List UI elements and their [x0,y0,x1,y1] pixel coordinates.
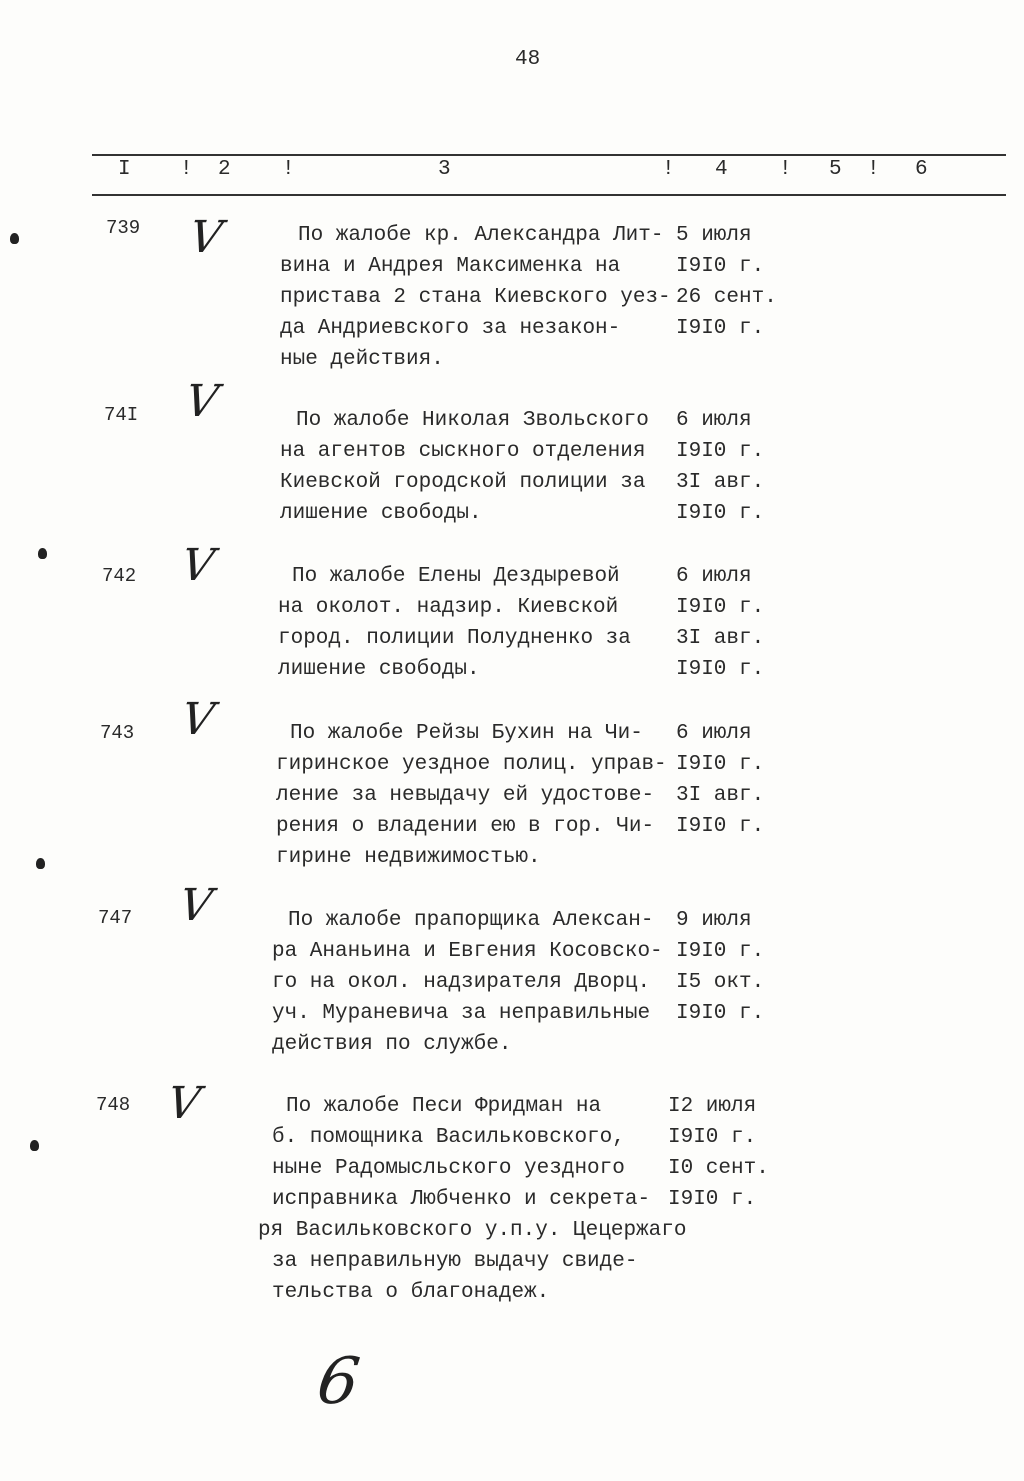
entry-date-line: I9I0 г. [676,502,765,525]
entry-description-line: По жалобе Елены Дездыревой [292,565,620,588]
entry-date-line: I5 окт. [676,971,765,994]
entry-number: 743 [100,722,135,744]
check-mark: V [176,880,216,931]
entry-description-line: ныне Радомысльского уездного [272,1157,625,1180]
entry-date-line: I9I0 г. [676,815,765,838]
entry-date-line: 5 июля [676,224,752,247]
entry-description-line: По жалобе прапорщика Алексан- [288,909,654,932]
entry-description-line: ра Ананьина и Евгения Косовско- [272,940,663,963]
check-mark: V [164,1078,204,1129]
entry-description-line: гиринское уездное полиц. управ- [276,753,667,776]
entry-description-line: город. полиции Полудненко за [278,627,631,650]
entry-description-line: По жалобе Песи Фридман на [286,1095,602,1118]
entry-description-line: ление за невыдачу ей удостове- [276,784,655,807]
entry-date-line: 3I авг. [676,784,765,807]
entry-date-line: I9I0 г. [676,255,765,278]
entry-description-line: уч. Мураневича за неправильные [272,1002,651,1025]
entry-date-line: 9 июля [676,909,752,932]
entry-description-line: на околот. надзир. Киевской [278,596,619,619]
binding-hole-mark [30,1140,39,1151]
entry-date-line: I9I0 г. [676,596,765,619]
entry-number: 748 [96,1094,131,1116]
entry-description-line: исправника Любченко и секрета- [272,1188,651,1211]
entry-description-line: на агентов сыскного отделения [280,440,646,463]
entry-description-line: б. помощника Васильковского, [272,1126,625,1149]
entry-date-line: I9I0 г. [668,1188,757,1211]
entry-number: 747 [98,907,133,929]
column-header-6: 6 [915,158,928,181]
entry-description-line: действия по службе. [272,1033,512,1056]
entry-date-line: I9I0 г. [676,753,765,776]
entry-description-line: По жалобе Рейзы Бухин на Чи- [290,722,643,745]
column-header-5: 5 [829,158,842,181]
column-separator: ! [779,158,792,181]
check-mark: V [182,376,222,427]
entry-description-line: Киевской городской полиции за [280,471,646,494]
check-mark: V [178,540,218,591]
entry-description-line: По жалобе кр. Александра Лит- [298,224,664,247]
entry-description-line: ные действия. [280,348,444,371]
entry-date-line: 3I авг. [676,471,765,494]
entry-date-line: I9I0 г. [668,1126,757,1149]
binding-hole-mark [36,858,45,869]
entry-description-line: за неправильную выдачу свиде- [272,1250,638,1273]
entry-description-line: гирине недвижимостью. [276,846,541,869]
page-number: 48 [515,48,541,71]
binding-hole-mark [10,233,19,244]
entry-date-line: I0 сент. [668,1157,769,1180]
entry-description-line: лишение свободы. [278,658,480,681]
column-separator: ! [867,158,880,181]
entry-date-line: I9I0 г. [676,940,765,963]
entry-date-line: I2 июля [668,1095,757,1118]
entry-number: 739 [106,217,141,239]
handwritten-sheet-mark: 6 [312,1345,364,1419]
entry-date-line: 3I авг. [676,627,765,650]
check-mark: V [178,694,218,745]
column-header-4: 4 [715,158,728,181]
entry-date-line: 6 июля [676,409,752,432]
entry-description-line: го на окол. надзирателя Дворц. [272,971,651,994]
entry-description-line: да Андриевского за незакон- [280,317,621,340]
entry-number: 74I [104,404,139,426]
table-header-bottom-rule [92,194,1006,196]
column-header-1: I [118,158,131,181]
entry-description-line: По жалобе Николая Звольского [296,409,649,432]
entry-date-line: 6 июля [676,565,752,588]
entry-date-line: 6 июля [676,722,752,745]
entry-date-line: I9I0 г. [676,440,765,463]
binding-hole-mark [38,548,47,559]
entry-date-line: I9I0 г. [676,1002,765,1025]
entry-date-line: 26 сент. [676,286,777,309]
column-separator: ! [662,158,675,181]
entry-description-line: вина и Андрея Максименка на [280,255,621,278]
check-mark: V [186,212,226,263]
entry-date-line: I9I0 г. [676,658,765,681]
table-header-top-rule [92,154,1006,156]
column-header-2: 2 [218,158,231,181]
entry-description-line: ря Васильковского у.п.у. Цецержаго [258,1219,687,1242]
entry-description-line: пристава 2 стана Киевского уез- [280,286,671,309]
entry-date-line: I9I0 г. [676,317,765,340]
column-separator: ! [180,158,193,181]
entry-description-line: лишение свободы. [280,502,482,525]
entry-description-line: тельства о благонадеж. [272,1281,550,1304]
entry-number: 742 [102,565,137,587]
entry-description-line: рения о владении ею в гор. Чи- [276,815,655,838]
column-separator: ! [282,158,295,181]
column-header-3: 3 [438,158,451,181]
